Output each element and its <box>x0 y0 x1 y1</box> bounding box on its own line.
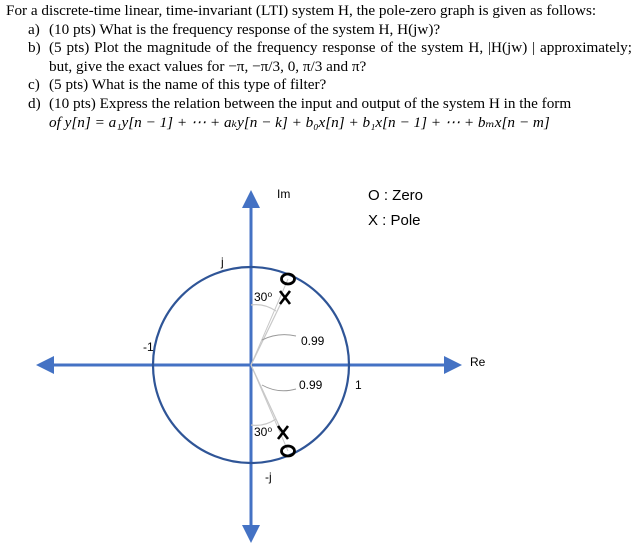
lower-angle-label: 30⁰ <box>254 425 273 439</box>
upper-angle-arc <box>251 305 276 311</box>
problem-intro: For a discrete-time linear, time-invariant (LTI) system H, the pole-zero graph is given as follows: <box>6 2 597 19</box>
question-c <box>6 76 632 95</box>
problem-statement <box>6 2 632 132</box>
imaginary-axis-up-arrow <box>242 190 260 208</box>
upper-pole-marker <box>280 291 290 304</box>
im-axis-label: Im <box>277 187 291 201</box>
lower-radius-callout <box>262 385 296 391</box>
pole-zero-diagram <box>0 170 640 546</box>
question-d-text: (10 pts) Express the relation between the input and output of the system H in the form <box>49 94 572 112</box>
question-list <box>6 21 632 133</box>
imaginary-axis-down-arrow <box>242 525 260 543</box>
question-b <box>6 39 632 76</box>
question-c-text: (5 pts) What is the name of this type of filter? <box>49 76 327 94</box>
real-axis-left-arrow <box>36 356 54 374</box>
re-axis-label: Re <box>470 355 486 369</box>
question-a-text: (10 pts) What is the frequency response of the system H, H(jw)? <box>49 20 441 38</box>
question-a-letter: a) <box>28 20 40 38</box>
legend-pole: X : Pole <box>368 212 421 229</box>
tick-label-neg-one: -1 <box>143 340 154 354</box>
lower-pole-radius-label: 0.99 <box>299 378 323 392</box>
tick-label-neg-j: -j <box>265 470 272 484</box>
tick-label-j: j <box>221 255 224 269</box>
upper-angle-label: 30⁰ <box>254 290 273 304</box>
question-b-letter: b) <box>28 39 41 57</box>
upper-pole-radius-label: 0.99 <box>301 334 325 348</box>
question-a <box>6 21 632 40</box>
tick-label-one: 1 <box>355 378 362 392</box>
question-b-text: (5 pts) Plot the magnitude of the frequency response of the system H, |H(jw) | approximately; but, give the exact values for −π, −π/3, 0, π/3 and π? <box>49 39 632 75</box>
question-d-letter: d) <box>28 94 41 112</box>
difference-equation: of y[n] = a₁y[n − 1] + ⋯ + aₖy[n − k] + b₀x[n] + b₁x[n − 1] + ⋯ + bₘx[n − m] <box>49 113 550 131</box>
real-axis-right-arrow <box>444 356 462 374</box>
question-d <box>6 95 632 132</box>
upper-radius-callout <box>262 335 296 340</box>
question-c-letter: c) <box>28 76 40 94</box>
legend-zero: O : Zero <box>368 187 424 204</box>
